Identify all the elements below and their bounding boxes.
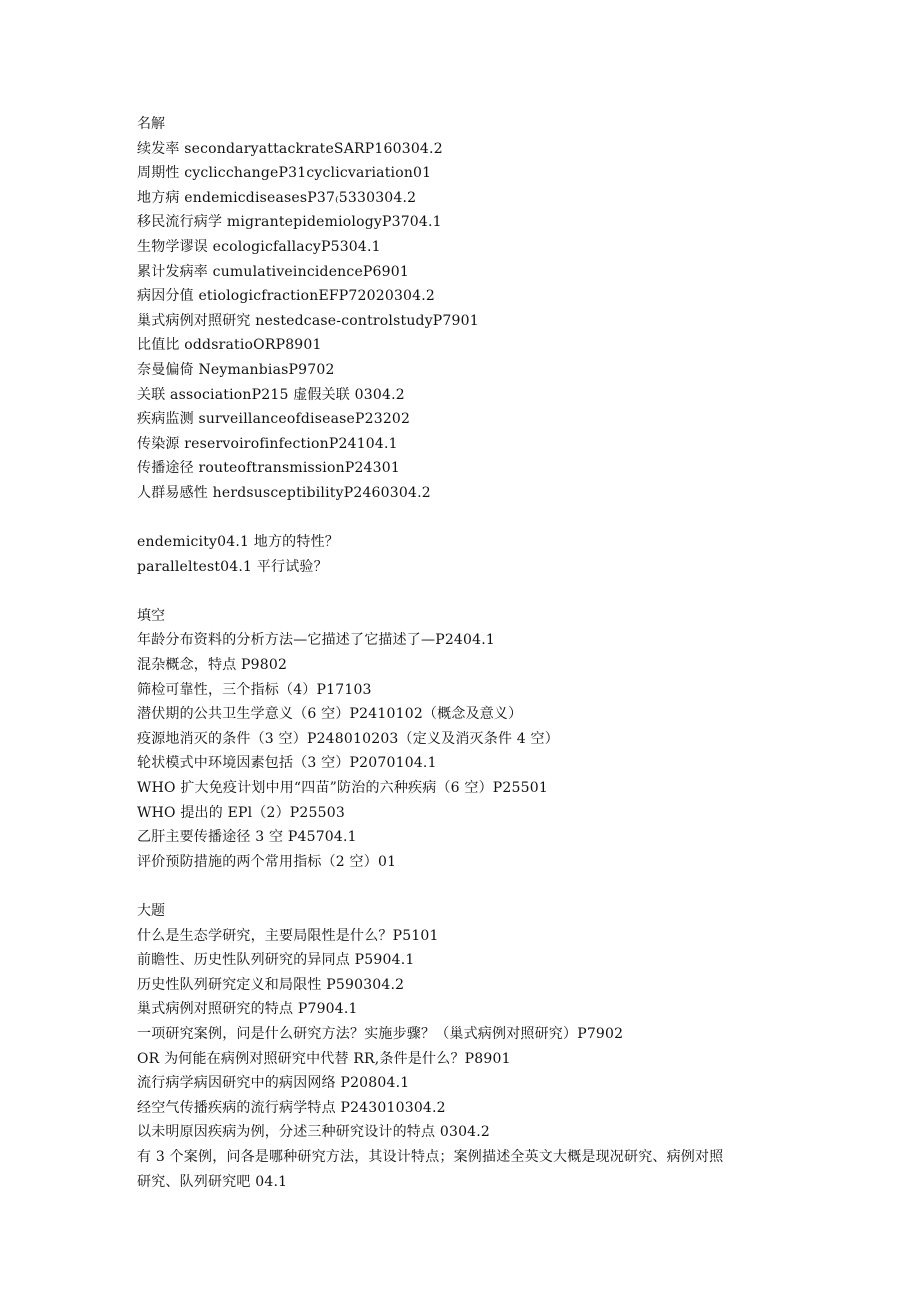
text-line: 传染源 reservoirofinfectionP24104.1 xyxy=(137,435,398,452)
text-line: 移民流行病学 migrantepidemiologyP3704.1 xyxy=(137,214,442,231)
text-line: 研究、队列研究吧 04.1 xyxy=(137,1173,288,1190)
section-heading: 填空 xyxy=(137,607,165,624)
document-section xyxy=(137,899,787,1194)
text-line: 关联 associationP215 虚假关联 0304.2 xyxy=(137,386,405,403)
text-line: 地方病 endemicdiseasesP37₍5330304.2 xyxy=(137,189,417,206)
text-line: 轮状模式中环境因素包括（3 空）P2070104.1 xyxy=(137,755,437,772)
text-line: 前瞻性、历史性队列研究的异同点 P5904.1 xyxy=(137,952,415,969)
text-line: endemicity04.1 地方的特性？ xyxy=(137,534,339,551)
text-line: 疾病监测 surveillanceofdiseaseP23202 xyxy=(137,411,411,428)
text-line: 比值比 oddsratioORP8901 xyxy=(137,337,322,354)
text-line: OR 为何能在病例对照研究中代替 RR,条件是什么？P8901 xyxy=(137,1050,511,1067)
text-line: 历史性队列研究定义和局限性 P590304.2 xyxy=(137,976,405,993)
text-line: 奈曼偏倚 NeymanbiasP9702 xyxy=(137,361,335,378)
text-line: 一项研究案例，问是什么研究方法？实施步骤？（巢式病例对照研究）P7902 xyxy=(137,1025,624,1042)
text-line: 疫源地消灭的条件（3 空）P248010203（定义及消灭条件 4 空） xyxy=(137,730,559,747)
text-line: 筛检可靠性，三个指标（4）P17103 xyxy=(137,681,372,698)
document-section xyxy=(137,530,787,579)
text-line: 巢式病例对照研究 nestedcase-controlstudyP7901 xyxy=(137,312,479,329)
text-line: 以未明原因疾病为例，分述三种研究设计的特点 0304.2 xyxy=(137,1124,491,1141)
text-line: 流行病学病因研究中的病因网络 P20804.1 xyxy=(137,1075,410,1092)
text-line: paralleltest04.1 平行试验？ xyxy=(137,558,328,575)
text-line: WHO 扩大免疫计划中用“四苗”防治的六种疾病（6 空）P25501 xyxy=(137,780,548,797)
document-section xyxy=(137,604,787,875)
text-line: 潜伏期的公共卫生学意义（6 空）P2410102（概念及意义） xyxy=(137,706,523,723)
text-line: 评价预防措施的两个常用指标（2 空）01 xyxy=(137,853,397,870)
section-heading: 大题 xyxy=(137,903,165,919)
text-line: WHO 提出的 EPl（2）P25503 xyxy=(137,804,345,821)
text-line: 经空气传播疾病的流行病学特点 P243010304.2 xyxy=(137,1099,446,1116)
text-line: 病因分值 etiologicfractionEFP72020304.2 xyxy=(137,288,436,305)
text-line: 什么是生态学研究，主要局限性是什么？P5101 xyxy=(137,927,439,944)
text-line: 生物学谬误 ecologicfallacyP5304.1 xyxy=(137,238,381,255)
text-line: 混杂概念，特点 P9802 xyxy=(137,657,288,674)
text-line: 续发率 secondaryattackrateSARP160304.2 xyxy=(137,140,443,157)
text-line: 累计发病率 cumulativeincidenceP6901 xyxy=(137,263,409,280)
text-line: 乙肝主要传播途径 3 空 P45704.1 xyxy=(137,829,357,846)
document-section xyxy=(137,112,787,506)
text-line: 传播途径 routeoftransmissionP24301 xyxy=(137,460,400,477)
text-line: 有 3 个案例，问各是哪种研究方法，其设计特点；案例描述全英文大概是现况研究、病例对照 xyxy=(137,1148,724,1165)
document-content xyxy=(137,112,787,1219)
text-line: 周期性 cyclicchangeP31cyclicvariation01 xyxy=(137,165,432,182)
text-line: 巢式病例对照研究的特点 P7904.1 xyxy=(137,1001,358,1018)
text-line: 人群易感性 herdsusceptibilityP2460304.2 xyxy=(137,484,431,501)
text-line: 年龄分布资料的分析方法—它描述了它描述了—P2404.1 xyxy=(137,632,496,649)
section-heading: 名解 xyxy=(137,116,165,132)
